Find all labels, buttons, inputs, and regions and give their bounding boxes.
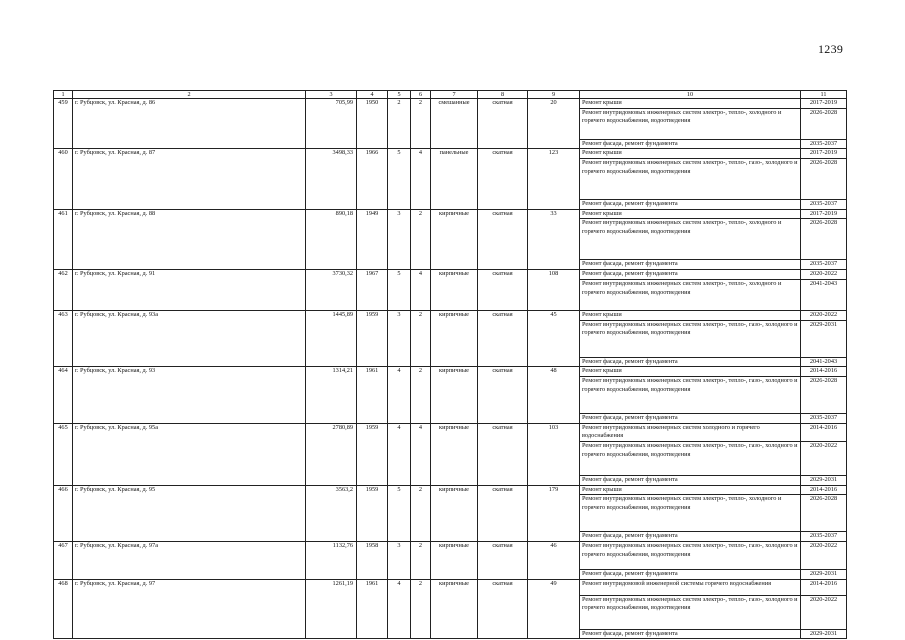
- table-row: [54, 542, 847, 570]
- house-address: г. Рубцовск, ул. Красная, д. 88: [73, 209, 306, 269]
- house-address: г. Рубцовск, ул. Красная, д. 97а: [73, 542, 306, 580]
- roof-type: скатная: [478, 485, 528, 541]
- repair-period: 2029-2031: [801, 320, 847, 357]
- residents-count: 33: [528, 209, 580, 269]
- repair-period: 2026-2028: [801, 159, 847, 200]
- entrances-count: 2: [411, 367, 431, 423]
- column-header: 9: [528, 91, 580, 99]
- house-address: г. Рубцовск, ул. Красная, д. 93: [73, 367, 306, 423]
- repair-work-type: Ремонт крыши: [580, 485, 801, 495]
- repair-period: 2014-2016: [801, 579, 847, 595]
- house-address: г. Рубцовск, ул. Красная, д. 95: [73, 485, 306, 541]
- record-number: 461: [54, 209, 73, 269]
- table-row: [54, 367, 847, 377]
- build-year: 1961: [357, 367, 388, 423]
- repair-work-type: Ремонт фасада, ремонт фундамента: [580, 260, 801, 270]
- repair-work-type: Ремонт фасада, ремонт фундамента: [580, 475, 801, 485]
- repair-work-type: Ремонт внутридомовых инженерных систем электро-, тепло-, газо-, холодного и горячего водоснабжения, водоотведения: [580, 376, 801, 413]
- floors-count: 2: [388, 99, 411, 149]
- total-area: 3563,2: [306, 485, 357, 541]
- page-number: 1239: [818, 42, 844, 56]
- total-area: 3730,32: [306, 270, 357, 311]
- repair-work-type: Ремонт крыши: [580, 310, 801, 320]
- repair-work-type: Ремонт фасада, ремонт фундамента: [580, 532, 801, 542]
- floors-count: 3: [388, 542, 411, 580]
- repair-period: 2035-2037: [801, 260, 847, 270]
- repair-period: 2020-2022: [801, 595, 847, 629]
- roof-type: скатная: [478, 310, 528, 366]
- roof-type: скатная: [478, 149, 528, 209]
- repair-period: 2035-2037: [801, 532, 847, 542]
- record-number: 459: [54, 99, 73, 149]
- repair-period: 2017-2019: [801, 99, 847, 109]
- repair-period: 2020-2022: [801, 542, 847, 570]
- repair-work-type: Ремонт фасада, ремонт фундамента: [580, 570, 801, 580]
- repair-period: 2026-2028: [801, 108, 847, 139]
- wall-material: кирпичные: [431, 310, 478, 366]
- entrances-count: 2: [411, 485, 431, 541]
- wall-material: кирпичные: [431, 209, 478, 269]
- build-year: 1959: [357, 423, 388, 485]
- house-address: г. Рубцовск, ул. Красная, д. 87: [73, 149, 306, 209]
- registry-body: [54, 99, 847, 639]
- wall-material: кирпичные: [431, 270, 478, 311]
- entrances-count: 2: [411, 310, 431, 366]
- wall-material: смешанные: [431, 99, 478, 149]
- record-number: 463: [54, 310, 73, 366]
- wall-material: кирпичные: [431, 579, 478, 639]
- repair-work-type: Ремонт внутридомовых инженерных систем электро-, тепло-, холодного и горячего водоснабжения, водоотведения: [580, 108, 801, 139]
- total-area: 2780,89: [306, 423, 357, 485]
- repair-work-type: Ремонт внутридомовых инженерных систем электро-, тепло-, газо-, холодного и горячего водоснабжения, водоотведения: [580, 595, 801, 629]
- house-address: г. Рубцовск, ул. Красная, д. 95а: [73, 423, 306, 485]
- entrances-count: 2: [411, 99, 431, 149]
- total-area: 705,99: [306, 99, 357, 149]
- roof-type: скатная: [478, 579, 528, 639]
- column-header: 11: [801, 91, 847, 99]
- repair-work-type: Ремонт внутридомовых инженерных систем электро-, тепло-, газо-, холодного и горячего водоснабжения, водоотведения: [580, 320, 801, 357]
- roof-type: скатная: [478, 367, 528, 423]
- table-row: [54, 149, 847, 159]
- repair-period: 2035-2037: [801, 139, 847, 149]
- floors-count: 4: [388, 367, 411, 423]
- wall-material: кирпичные: [431, 423, 478, 485]
- housing-registry-table: [53, 90, 847, 639]
- total-area: 890,18: [306, 209, 357, 269]
- table-row: [54, 579, 847, 595]
- column-number-header-row: [54, 91, 847, 99]
- roof-type: скатная: [478, 542, 528, 580]
- column-header: 8: [478, 91, 528, 99]
- record-number: 468: [54, 579, 73, 639]
- wall-material: кирпичные: [431, 367, 478, 423]
- record-number: 466: [54, 485, 73, 541]
- table-row: [54, 423, 847, 441]
- roof-type: скатная: [478, 423, 528, 485]
- total-area: 1132,76: [306, 542, 357, 580]
- residents-count: 103: [528, 423, 580, 485]
- house-address: г. Рубцовск, ул. Красная, д. 86: [73, 99, 306, 149]
- column-header: 7: [431, 91, 478, 99]
- column-header: 2: [73, 91, 306, 99]
- build-year: 1966: [357, 149, 388, 209]
- build-year: 1961: [357, 579, 388, 639]
- repair-period: 2026-2028: [801, 376, 847, 413]
- house-address: г. Рубцовск, ул. Красная, д. 97: [73, 579, 306, 639]
- table-row: [54, 485, 847, 495]
- total-area: 3498,33: [306, 149, 357, 209]
- repair-work-type: Ремонт крыши: [580, 367, 801, 377]
- roof-type: скатная: [478, 209, 528, 269]
- table-row: [54, 209, 847, 219]
- total-area: 1261,19: [306, 579, 357, 639]
- column-header: 1: [54, 91, 73, 99]
- entrances-count: 4: [411, 423, 431, 485]
- entrances-count: 2: [411, 209, 431, 269]
- column-header: 10: [580, 91, 801, 99]
- entrances-count: 4: [411, 270, 431, 311]
- record-number: 460: [54, 149, 73, 209]
- repair-work-type: Ремонт внутридомовых инженерных систем электро-, тепло-, холодного и горячего водоснабжения, водоотведения: [580, 219, 801, 260]
- build-year: 1949: [357, 209, 388, 269]
- column-header: 6: [411, 91, 431, 99]
- residents-count: 123: [528, 149, 580, 209]
- build-year: 1958: [357, 542, 388, 580]
- floors-count: 4: [388, 579, 411, 639]
- residents-count: 49: [528, 579, 580, 639]
- repair-work-type: Ремонт фасада, ремонт фундамента: [580, 139, 801, 149]
- entrances-count: 2: [411, 579, 431, 639]
- record-number: 464: [54, 367, 73, 423]
- repair-period: 2026-2028: [801, 495, 847, 532]
- repair-period: 2026-2028: [801, 219, 847, 260]
- record-number: 467: [54, 542, 73, 580]
- repair-period: 2014-2016: [801, 367, 847, 377]
- total-area: 1445,89: [306, 310, 357, 366]
- wall-material: кирпичные: [431, 542, 478, 580]
- roof-type: скатная: [478, 99, 528, 149]
- residents-count: 48: [528, 367, 580, 423]
- repair-period: 2029-2031: [801, 475, 847, 485]
- repair-period: 2017-2019: [801, 209, 847, 219]
- table-row: [54, 270, 847, 280]
- residents-count: 45: [528, 310, 580, 366]
- floors-count: 5: [388, 485, 411, 541]
- floors-count: 3: [388, 209, 411, 269]
- record-number: 465: [54, 423, 73, 485]
- build-year: 1959: [357, 310, 388, 366]
- record-number: 462: [54, 270, 73, 311]
- repair-work-type: Ремонт внутридомовых инженерных систем холодного и горячего водоснабжения: [580, 423, 801, 441]
- column-header: 5: [388, 91, 411, 99]
- repair-period: 2014-2016: [801, 485, 847, 495]
- column-header: 3: [306, 91, 357, 99]
- repair-work-type: Ремонт фасада, ремонт фундамента: [580, 629, 801, 639]
- repair-work-type: Ремонт фасада, ремонт фундамента: [580, 270, 801, 280]
- floors-count: 3: [388, 310, 411, 366]
- repair-period: 2029-2031: [801, 629, 847, 639]
- build-year: 1950: [357, 99, 388, 149]
- repair-work-type: Ремонт фасада, ремонт фундамента: [580, 413, 801, 423]
- residents-count: 46: [528, 542, 580, 580]
- repair-period: 2020-2022: [801, 270, 847, 280]
- floors-count: 5: [388, 149, 411, 209]
- roof-type: скатная: [478, 270, 528, 311]
- table-row: [54, 99, 847, 109]
- repair-work-type: Ремонт внутридомовых инженерных систем электро-, тепло-, холодного и горячего водоснабжения, водоотведения: [580, 279, 801, 310]
- entrances-count: 4: [411, 149, 431, 209]
- repair-period: 2035-2037: [801, 413, 847, 423]
- table-row: [54, 310, 847, 320]
- column-header: 4: [357, 91, 388, 99]
- repair-period: 2017-2019: [801, 149, 847, 159]
- wall-material: панельные: [431, 149, 478, 209]
- build-year: 1959: [357, 485, 388, 541]
- repair-work-type: Ремонт внутридомовых инженерных систем электро-, тепло-, холодного и горячего водоснабжения, водоотведения: [580, 495, 801, 532]
- repair-period: 2020-2022: [801, 441, 847, 475]
- floors-count: 4: [388, 423, 411, 485]
- entrances-count: 2: [411, 542, 431, 580]
- residents-count: 179: [528, 485, 580, 541]
- wall-material: кирпичные: [431, 485, 478, 541]
- repair-period: 2041-2043: [801, 357, 847, 367]
- repair-work-type: Ремонт фасада, ремонт фундамента: [580, 357, 801, 367]
- repair-work-type: Ремонт крыши: [580, 149, 801, 159]
- repair-period: 2020-2022: [801, 310, 847, 320]
- residents-count: 108: [528, 270, 580, 311]
- repair-period: 2035-2037: [801, 200, 847, 210]
- repair-work-type: Ремонт внутридомовых инженерных систем электро-, тепло-, газо-, холодного и горячего водоснабжения, водоотведения: [580, 441, 801, 475]
- house-address: г. Рубцовск, ул. Красная, д. 91: [73, 270, 306, 311]
- repair-work-type: Ремонт внутридомовых инженерных систем электро-, тепло-, газо-, холодного и горячего водоснабжения, водоотведения: [580, 542, 801, 570]
- floors-count: 5: [388, 270, 411, 311]
- repair-work-type: Ремонт внутридомовой инженерной системы горячего водоснабжения: [580, 579, 801, 595]
- total-area: 1314,21: [306, 367, 357, 423]
- repair-period: 2014-2016: [801, 423, 847, 441]
- repair-period: 2041-2043: [801, 279, 847, 310]
- build-year: 1967: [357, 270, 388, 311]
- repair-work-type: Ремонт внутридомовых инженерных систем электро-, тепло-, газо-, холодного и горячего водоснабжения, водоотведения: [580, 159, 801, 200]
- repair-work-type: Ремонт крыши: [580, 209, 801, 219]
- repair-work-type: Ремонт фасада, ремонт фундамента: [580, 200, 801, 210]
- house-address: г. Рубцовск, ул. Красная, д. 93а: [73, 310, 306, 366]
- repair-work-type: Ремонт крыши: [580, 99, 801, 109]
- residents-count: 20: [528, 99, 580, 149]
- repair-period: 2029-2031: [801, 570, 847, 580]
